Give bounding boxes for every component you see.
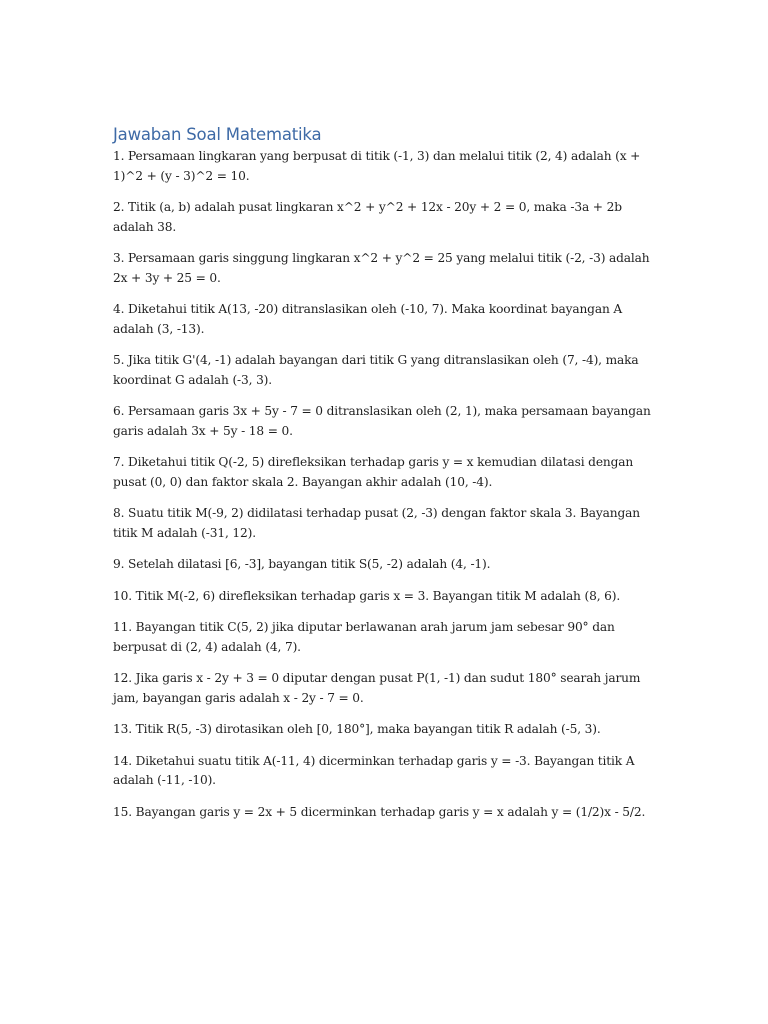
- answer-item-4: 4. Diketahui titik A(13, -20) ditranslasikan oleh (-10, 7). Maka koordinat bayangan A adalah (3, -13).: [113, 302, 623, 336]
- answer-item-2: 2. Titik (a, b) adalah pusat lingkaran x^2 + y^2 + 12x - 20y + 2 = 0, maka -3a + 2b adalah 38.: [113, 200, 622, 234]
- answer-item-13: 13. Titik R(5, -3) dirotasikan oleh [0, 180°], maka bayangan titik R adalah (-5, 3).: [113, 722, 601, 736]
- answer-list: [113, 147, 658, 834]
- answer-item-6: 6. Persamaan garis 3x + 5y - 7 = 0 ditranslasikan oleh (2, 1), maka persamaan bayangan garis adalah 3x + 5y - 18 = 0.: [113, 404, 651, 438]
- document-title: Jawaban Soal Matematika: [113, 125, 322, 144]
- answer-item-5: 5. Jika titik G'(4, -1) adalah bayangan dari titik G yang ditranslasikan oleh (7, -4), maka koordinat G adalah (-3, 3).: [113, 353, 639, 387]
- answer-item-14: 14. Diketahui suatu titik A(-11, 4) dicerminkan terhadap garis y = -3. Bayangan titik A adalah (-11, -10).: [113, 753, 635, 787]
- answer-item-15: 15. Bayangan garis y = 2x + 5 dicerminkan terhadap garis y = x adalah y = (1/2)x - 5/2.: [113, 804, 646, 819]
- answer-item-12: 12. Jika garis x - 2y + 3 = 0 diputar dengan pusat P(1, -1) dan sudut 180° searah jarum jam, bayangan garis adalah x - 2y - 7 = 0.: [113, 671, 641, 705]
- answer-item-1: 1. Persamaan lingkaran yang berpusat di titik (-1, 3) dan melalui titik (2, 4) adalah (x + 1)^2 + (y - 3)^2 = 10.: [113, 149, 641, 183]
- answer-item-7: 7. Diketahui titik Q(-2, 5) direfleksikan terhadap garis y = x kemudian dilatasi dengan pusat (0, 0) dan faktor skala 2. Bayangan akhir adalah (10, -4).: [113, 455, 634, 489]
- answer-item-9: 9. Setelah dilatasi [6, -3], bayangan titik S(5, -2) adalah (4, -1).: [113, 557, 491, 571]
- answer-item-10: 10. Titik M(-2, 6) direfleksikan terhadap garis x = 3. Bayangan titik M adalah (8, 6).: [113, 588, 621, 603]
- answer-item-11: 11. Bayangan titik C(5, 2) jika diputar berlawanan arah jarum jam sebesar 90° dan berpusat di (2, 4) adalah (4, 7).: [113, 620, 615, 654]
- answer-item-3: 3. Persamaan garis singgung lingkaran x^2 + y^2 = 25 yang melalui titik (-2, -3) adalah 2x + 3y + 25 = 0.: [113, 251, 650, 285]
- answer-item-8: 8. Suatu titik M(-9, 2) didilatasi terhadap pusat (2, -3) dengan faktor skala 3. Bayangan titik M adalah (-31, 12).: [113, 506, 640, 540]
